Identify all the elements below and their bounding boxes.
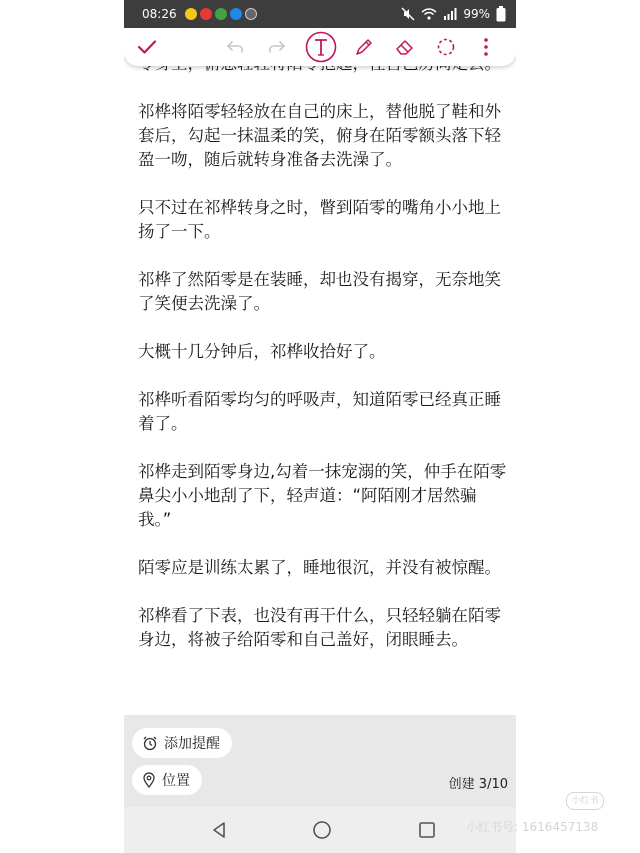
location-button[interactable] (132, 765, 202, 795)
note-paragraph: 祁桦将陌零轻轻放在自己的床上，替他脱了鞋和外套后，勾起一抹温柔的笑，俯身在陌零额头落下轻盈一吻，随后就转身准备去洗澡了。 (138, 102, 501, 169)
notification-icon (215, 8, 227, 20)
navigation-bar (124, 807, 516, 853)
status-right (401, 0, 506, 28)
mute-icon (401, 7, 415, 21)
redo-button[interactable] (264, 28, 290, 66)
note-paragraph: 祁桦了然陌零是在装睡，却也没有揭穿，无奈地笑了笑便去洗澡了。 (138, 270, 501, 313)
wifi-icon (421, 7, 437, 21)
redo-icon (268, 40, 286, 54)
add-reminder-button[interactable] (132, 728, 232, 758)
battery-icon (496, 6, 506, 22)
notification-icon (200, 8, 212, 20)
check-icon (137, 39, 157, 55)
note-body[interactable] (138, 58, 508, 676)
note-paragraph: 大概十几分钟后，祁桦收拾好了。 (138, 342, 386, 361)
notification-icon (245, 8, 257, 20)
alarm-icon (142, 735, 158, 751)
watermark-badge: 小红书 (566, 792, 604, 810)
editor-toolbar (124, 28, 516, 66)
undo-icon (226, 40, 244, 54)
lasso-icon (436, 37, 456, 57)
note-options-panel (124, 715, 516, 807)
note-paragraph: 只不过在祁桦转身之时，瞥到陌零的嘴角小小地上扬了一下。 (138, 198, 501, 241)
status-app-icons (185, 8, 257, 20)
back-icon (211, 821, 227, 839)
location-label: 位置 (162, 773, 190, 789)
undo-button[interactable] (222, 28, 248, 66)
text-icon (305, 31, 337, 63)
note-paragraph: 陌零应是训练太累了，睡地很沉，并没有被惊醒。 (138, 558, 501, 577)
create-count: 创建 3/10 (448, 777, 508, 792)
home-button[interactable] (307, 807, 337, 853)
signal-icon (443, 7, 457, 21)
pen-icon (354, 37, 374, 57)
phone-screen (124, 0, 516, 853)
notification-icon (185, 8, 197, 20)
eraser-icon (394, 37, 416, 57)
pen-button[interactable] (350, 28, 378, 66)
more-icon (483, 37, 489, 57)
add-reminder-label: 添加提醒 (164, 736, 220, 752)
more-options-button[interactable] (476, 28, 496, 66)
recents-icon (418, 821, 436, 839)
watermark-text: 小红书号: 1616457138 (466, 820, 599, 834)
note-paragraph: 祁桦听看陌零均匀的呼吸声，知道陌零已经真正睡着了。 (138, 390, 501, 433)
home-icon (312, 820, 332, 840)
eraser-button[interactable] (390, 28, 420, 66)
notification-icon (230, 8, 242, 20)
recents-button[interactable] (412, 807, 442, 853)
note-paragraph: 祁桦走到陌零身边,勾着一抹宠溺的笑，仲手在陌零鼻尖小小地刮了下，轻声道：“阿陌刚才居然骗我。” (138, 462, 507, 529)
text-mode-button[interactable] (304, 28, 338, 66)
status-bar (124, 0, 516, 28)
note-paragraph: 祁桦看了下表，也没有再干什么，只轻轻躺在陌零身边，将被子给陌零和自己盖好，闭眼睡去。 (138, 606, 501, 649)
status-time: 08:26 (142, 7, 177, 21)
done-button[interactable] (132, 28, 162, 66)
location-icon (142, 772, 156, 788)
lasso-button[interactable] (432, 28, 460, 66)
battery-level: 99% (463, 7, 490, 21)
back-button[interactable] (204, 807, 234, 853)
